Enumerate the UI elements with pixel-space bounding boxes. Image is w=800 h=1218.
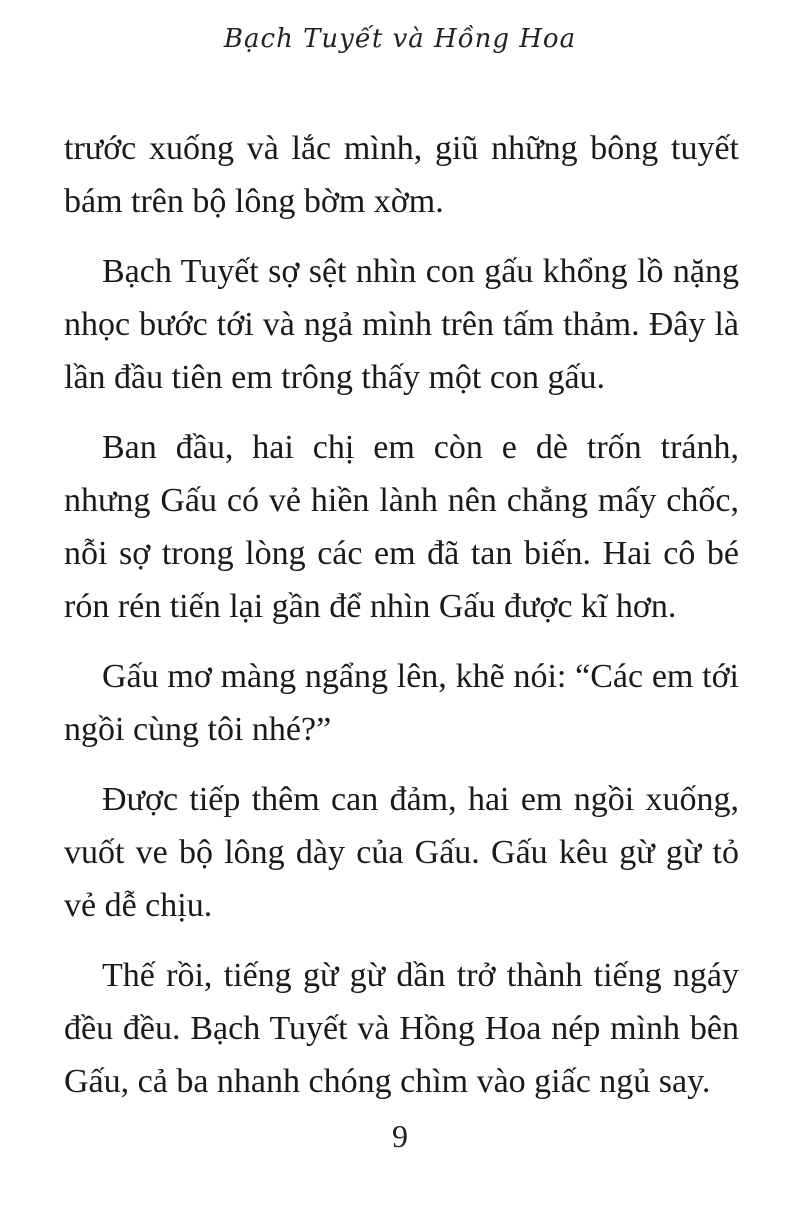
running-header-title: Bạch Tuyết và Hồng Hoa [223,24,577,54]
body-text [64,122,739,1125]
paragraph-continued: trước xuống và lắc mình, giũ những bông tuyết bám trên bộ lông bờm xờm. [64,130,739,220]
paragraph: Gấu mơ màng ngẩng lên, khẽ nói: “Các em tới ngồi cùng tôi nhé?” [64,658,739,748]
paragraph: Thế rồi, tiếng gừ gừ dần trở thành tiếng ngáy đều đều. Bạch Tuyết và Hồng Hoa nép mình bên Gấu, cả ba nhanh chóng chìm vào giấc ngủ say. [64,957,739,1100]
paragraph: Ban đầu, hai chị em còn e dè trốn tránh, nhưng Gấu có vẻ hiền lành nên chẳng mấy chốc, nỗi sợ trong lòng các em đã tan biến. Hai cô bé rón rén tiến lại gần để nhìn Gấu được kĩ hơn. [64,429,739,625]
paragraph: Được tiếp thêm can đảm, hai em ngồi xuống, vuốt ve bộ lông dày của Gấu. Gấu kêu gừ gừ tỏ vẻ dễ chịu. [64,781,739,924]
page-number: 9 [392,1118,408,1154]
paragraph: Bạch Tuyết sợ sệt nhìn con gấu khổng lồ nặng nhọc bước tới và ngả mình trên tấm thảm. Đây là lần đầu tiên em trông thấy một con gấu. [64,253,739,396]
